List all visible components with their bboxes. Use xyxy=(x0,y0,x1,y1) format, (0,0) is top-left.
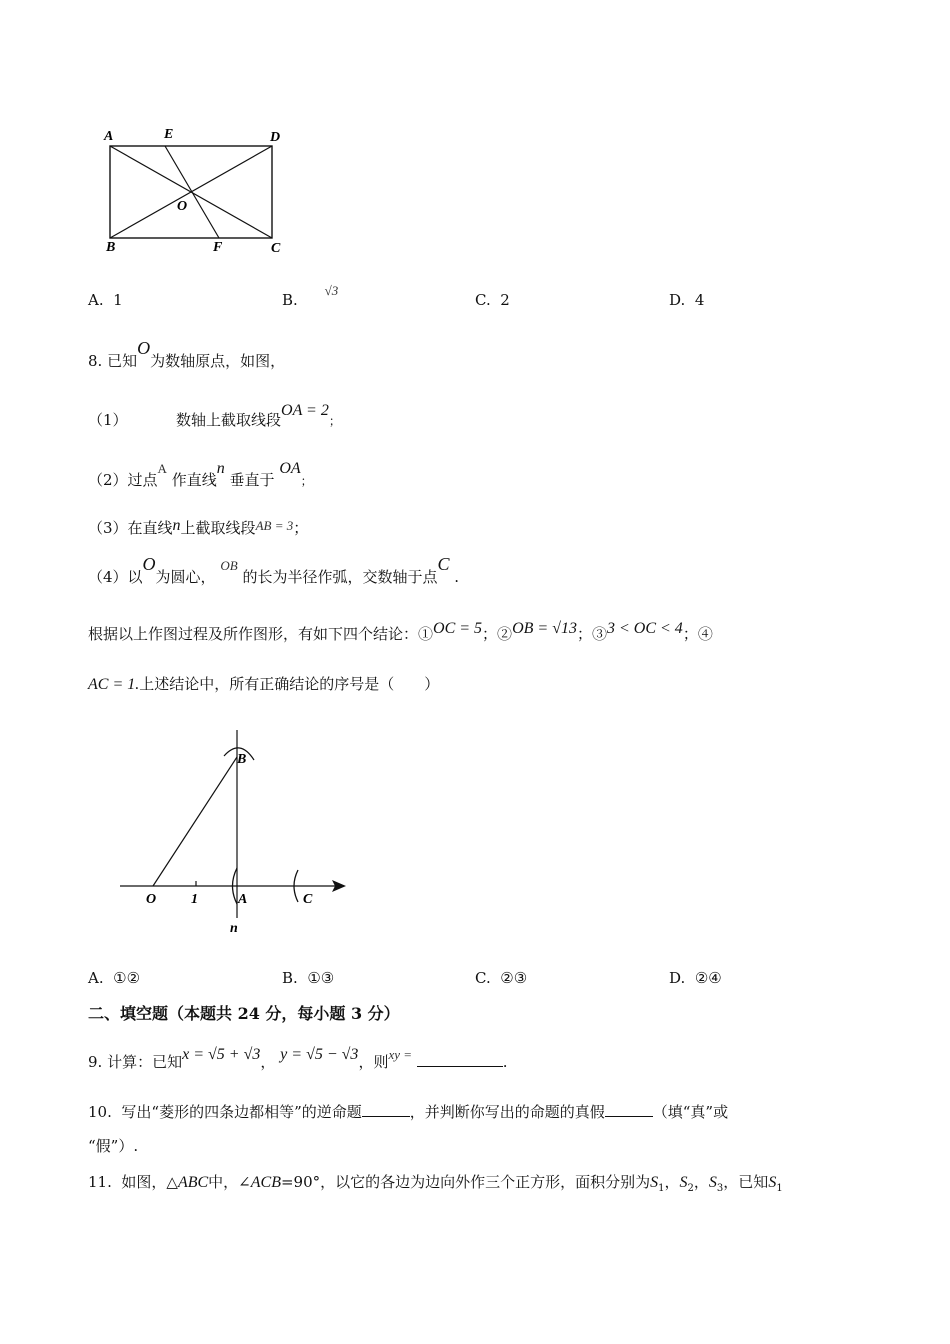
section-title: 二、填空题（本题共 24 分，每小题 3 分） xyxy=(88,1004,400,1023)
answer-blank[interactable] xyxy=(417,1052,503,1067)
question-number: 9. xyxy=(88,1053,103,1071)
var-s1: S xyxy=(650,1174,659,1191)
q8-step4 xyxy=(88,554,460,588)
var-ob: OB xyxy=(220,558,238,573)
q8-conclusions-line1 xyxy=(88,620,713,645)
question-number: 8. xyxy=(88,352,103,370)
subscript: 2 xyxy=(687,1183,694,1194)
q10-text: 写出“菱形的四条边都相等”的逆命题 xyxy=(121,1103,362,1121)
conclusions-sep: ；④ xyxy=(682,625,713,643)
option-letter: A. xyxy=(88,969,104,987)
conclusions-text: 根据以上作图过程及所作图形，有如下四个结论：① xyxy=(88,625,434,643)
subscript: 3 xyxy=(716,1183,724,1194)
label-c: C xyxy=(271,241,281,256)
q11-text: 中，∠ xyxy=(208,1173,251,1191)
option-text: ②③ xyxy=(500,969,528,987)
var-oa: OA xyxy=(279,460,301,477)
option-text: ②④ xyxy=(694,969,722,987)
answer-blank-converse[interactable] xyxy=(362,1102,410,1117)
var-s1: S xyxy=(768,1174,777,1191)
conclusions-sep: ；② xyxy=(482,625,513,643)
label-b: B xyxy=(237,752,247,767)
q11-text: 如图，△ xyxy=(121,1173,178,1191)
q8-option-a[interactable] xyxy=(88,968,140,988)
angle-acb: ACB xyxy=(250,1174,281,1191)
intro-text: 为数轴原点，如图， xyxy=(150,352,286,370)
option-text: ①③ xyxy=(307,969,335,987)
punct: ； xyxy=(328,414,341,428)
label-b: B xyxy=(106,240,116,255)
step-text: 作直线 xyxy=(171,471,217,489)
question-number: 11. xyxy=(88,1173,112,1191)
subscript: 1 xyxy=(776,1183,783,1194)
step-label: （4）以 xyxy=(88,568,143,586)
q10-text: （填“真”或 xyxy=(652,1103,729,1121)
punct: . xyxy=(454,568,460,586)
q7-option-b[interactable] xyxy=(282,283,339,311)
intro-text: 已知 xyxy=(107,352,138,370)
q8-option-b[interactable] xyxy=(282,968,334,988)
label-e: E xyxy=(164,127,174,142)
math-x: x = √5 + √3 xyxy=(182,1046,261,1063)
q8-step3 xyxy=(88,518,308,539)
rectangle-figure xyxy=(95,120,295,260)
q10-text: ，并判断你写出的命题的真假 xyxy=(409,1103,605,1121)
math-oc-5: OC = 5 xyxy=(433,620,483,637)
var-n: n xyxy=(216,460,225,477)
step-text: 垂直于 xyxy=(229,471,275,489)
var-a: A xyxy=(157,461,167,476)
step-text: 上截取线段 xyxy=(180,519,256,537)
math-ab-3: AB = 3 xyxy=(255,518,294,533)
option-letter: A. xyxy=(88,291,104,309)
segment-ob xyxy=(153,757,237,886)
math-ob-sqrt13: OB = √13 xyxy=(512,620,577,637)
var-n: n xyxy=(172,517,181,534)
q7-option-d[interactable] xyxy=(669,290,704,310)
q8-option-d[interactable] xyxy=(669,968,722,988)
var-c: C xyxy=(437,554,450,574)
label-one: 1 xyxy=(191,892,198,907)
option-letter: C. xyxy=(475,969,491,987)
var-o: O xyxy=(137,338,151,358)
answer-blank-truth[interactable] xyxy=(605,1102,653,1117)
math-y: y = √5 − √3 xyxy=(280,1046,359,1063)
label-a: A xyxy=(104,129,114,144)
step-label: （2）过点 xyxy=(88,471,158,489)
punct: ， xyxy=(260,1053,276,1071)
math-oa-2: OA = 2 xyxy=(281,402,329,419)
math-xy: xy = xyxy=(388,1047,413,1062)
subscript: 1 xyxy=(658,1183,665,1194)
step-label: （3）在直线 xyxy=(88,519,173,537)
option-letter: B. xyxy=(282,969,298,987)
label-n: n xyxy=(230,921,238,936)
label-c: C xyxy=(303,892,313,907)
q8-intro xyxy=(88,338,286,371)
option-text: 2 xyxy=(500,291,510,309)
number-line-figure xyxy=(110,720,360,940)
option-letter: D. xyxy=(669,291,686,309)
math-oc-range: 3 < OC < 4 xyxy=(606,620,683,637)
option-letter: C. xyxy=(475,291,491,309)
var-s3: S xyxy=(708,1174,717,1191)
option-text: √3 xyxy=(324,283,339,298)
q9-text: 计算：已知 xyxy=(107,1053,183,1071)
question-number: 10. xyxy=(88,1103,112,1121)
var-o: O xyxy=(142,554,156,574)
label-f: F xyxy=(213,240,223,255)
segment-ef xyxy=(165,146,219,238)
triangle-abc: ABC xyxy=(177,1174,209,1191)
step-text: 为圆心， xyxy=(155,568,216,586)
step-text: 数轴上截取线段 xyxy=(176,411,282,429)
math-ac-1: AC = 1. xyxy=(88,676,140,693)
punct: . xyxy=(502,1053,508,1071)
conclusions-sep: ；③ xyxy=(576,625,607,643)
q11-text: ，已知 xyxy=(723,1173,769,1191)
label-d: D xyxy=(270,130,281,145)
q7-option-c[interactable] xyxy=(475,290,510,310)
q8-step1-body xyxy=(176,402,341,431)
q8-step2 xyxy=(88,460,313,491)
step-text: 的长为半径作弧，交数轴于点 xyxy=(242,568,438,586)
label-a: A xyxy=(238,892,248,907)
q11-text: =90°，以它的各边为边向外作三个正方形，面积分别为 xyxy=(280,1173,651,1191)
q9 xyxy=(88,1046,508,1073)
option-text: 1 xyxy=(113,291,123,309)
option-text: 4 xyxy=(694,291,705,309)
punct: ； xyxy=(293,519,309,537)
step-label: （1） xyxy=(88,411,128,429)
q10-line2: “假”）. xyxy=(88,1137,139,1155)
q8-conclusions-line2 xyxy=(88,674,439,695)
punct: ； xyxy=(300,474,313,488)
q10-line1 xyxy=(88,1102,728,1122)
question-prompt: 上述结论中，所有正确结论的序号是（ ） xyxy=(139,675,440,693)
label-o: O xyxy=(146,892,157,907)
var-s2: S xyxy=(679,1174,688,1191)
q8-option-c[interactable] xyxy=(475,968,527,988)
label-o: O xyxy=(177,199,188,214)
q7-option-a[interactable] xyxy=(88,290,123,310)
option-letter: D. xyxy=(669,969,686,987)
option-letter: B. xyxy=(282,291,298,309)
q8-step1 xyxy=(88,410,128,430)
q11: 11. 如图，△ABC中，∠ACB=90°，以它的各边为边向外作三个正方形，面积分别为$S_1$，$S_2$，$S_3$，已知$S_1$ xyxy=(88,1173,783,1194)
option-text: ①② xyxy=(113,969,141,987)
q9-text: ，则 xyxy=(358,1053,389,1071)
